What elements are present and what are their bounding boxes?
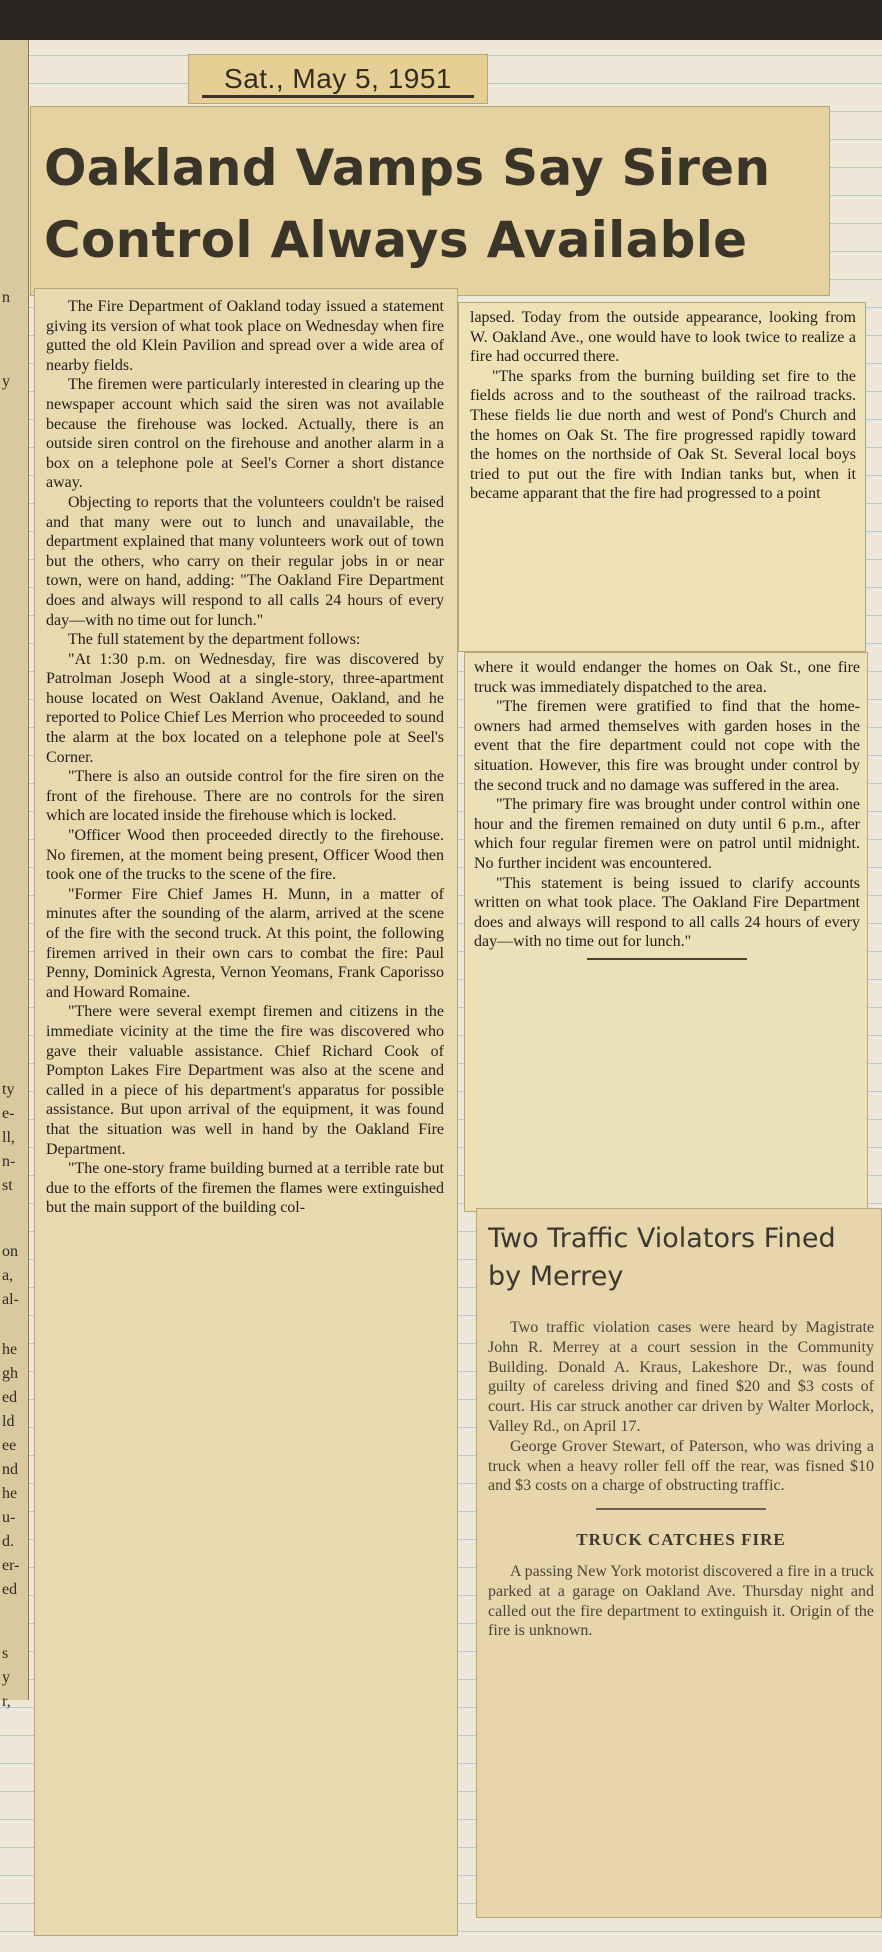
margin-fragment: ll, [2,1129,15,1146]
column-1-text [46,297,444,1218]
paragraph: "There were several exempt firemen and citizens in the immediate vicinity at the time the fire was discovered who gave their valuable assistance. Chief Richard Cook of Pompton Lakes Fire Department was also at the scene and called in a piece of his department's apparatus for possible assistance. But upon arrival of the equipment, it was found that the situation was well in hand by the Oakland Fire Department. [46,1003,444,1158]
date-clipping [188,54,488,104]
margin-fragment: s [2,1645,9,1662]
column-2-bottom-text [474,658,860,960]
margin-fragment: on [2,1243,18,1260]
margin-fragment: u- [2,1509,16,1526]
paragraph: The full statement by the department follows: [68,631,361,649]
paragraph: "The one-story frame building burned at a terrible rate but due to the efforts of the firemen the flames were extinguished but the main support of the building col- [46,1160,444,1217]
headline-line-2: Control Always Available [44,211,748,269]
paragraph: Objecting to reports that the volunteers couldn't be raised and that many were out to lunch and unavailable, the department explained that many volunteers work out of town but the others, who carry on their regular jobs in or near town, were on hand, adding: "The Oakland Fire Department does and always will respond to all calls 24 hours of every day—with no time out for lunch." [46,493,444,629]
article-column-2-bottom [464,652,868,1212]
paragraph: George Grover Stewart, of Paterson, who was driving a truck when a heavy roller fell off the rear, was fisned $10 and $3 costs on a charge of obstructing traffic. [488,1437,874,1495]
margin-fragment: he [2,1485,18,1502]
paragraph: lapsed. Today from the outside appearance, looking from W. Oakland Ave., one would have to look twice to realize a fire had occurred there. [470,309,856,366]
margin-fragment: nd [2,1461,18,1478]
article-column-2-top [458,302,866,652]
column-2-top-text [470,308,856,504]
main-headline [44,132,824,276]
margin-fragment: ed [2,1581,18,1598]
margin-fragment: e- [2,1105,15,1122]
margin-fragment: er- [2,1557,20,1574]
margin-fragment: gh [2,1365,18,1382]
traffic-article-text [488,1318,874,1641]
paragraph: "Former Fire Chief James H. Munn, in a matter of minutes after the sounding of the alarm, arrived at the scene of the fire with the second truck. At this point, the following firemen arrived in their own cars to combat the fire: Paul Penny, Dominick Agresta, Vernon Yeomans, Frank Caporisso and Howard Romaine. [46,885,444,1001]
margin-fragment: ty [2,1081,15,1098]
margin-fragment: y [2,1669,10,1686]
margin-fragment: n- [2,1153,16,1170]
paragraph: "The firemen were gratified to find that the home-owners had armed themselves with garden hoses in the event that the fire department could not cope with the situation. However, this fire was brought under control by the second truck and no damage was suffered in the area. [474,698,860,794]
paragraph: "Officer Wood then proceeded directly to the firehouse. No firemen, at the moment being present, Officer Wood then took one of the trucks to the scene of the fire. [46,827,444,884]
paragraph: "At 1:30 p.m. on Wednesday, fire was discovered by Patrolman Joseph Wood at a single-story, three-apartment house located on West Oakland Avenue, Oakland, and he reported to Police Chief Les Merrion who proceeded to sound the alarm at the box located on a telephone pole at Seel's Corner. [46,650,444,766]
paragraph: "This statement is being issued to clarify accounts written on what took place. The Oakland Fire Department does and always will respond to all calls 24 hours of every day—with no time out for lunch." [474,874,860,951]
paragraph: "The primary fire was brought under control within one hour and the firemen remained on duty until 6 p.m., after which four regular firemen were on patrol until midnight. No further incident was encountered. [474,796,860,872]
paragraph: where it would endanger the homes on Oak St., one fire truck was immediately dispatched to the area. [474,659,860,696]
date-underline [202,95,474,98]
headline-clipping [30,106,830,296]
left-margin-clipping [0,40,29,1710]
paragraph: "The sparks from the burning building set fire to the fields across and to the southeast of the railroad tracks. These fields lie due north and west of Pond's Church and the homes on Oak St. The fire progressed rapidly toward the homes on the northside of Oak St. Several local boys tried to put out the fire with Indian tanks but, when it became apparant that the fire had progressed to a point [470,367,856,503]
margin-fragment: ed [2,1389,18,1406]
page-top-edge [0,0,882,40]
paragraph: Two traffic violation cases were heard by Magistrate John R. Merrey at a court session in the Community Building. Donald A. Kraus, Lakeshore Dr., was found guilty of careless driving and fined $20 and $3 costs of court. His car struck another car driven by Walter Morlock, Valley Rd., on April 17. [488,1319,874,1435]
section-divider [596,1508,766,1510]
paragraph: A passing New York motorist discovered a fire in a truck parked at a garage on Oakland Ave. Thursday night and called out the fire department to extinguish it. Origin of the fire is unknown. [488,1562,874,1640]
margin-fragment: al- [2,1291,19,1308]
article-end-rule [587,958,747,960]
margin-fragment: he [2,1341,18,1358]
margin-fragment: ld [2,1413,15,1430]
article-column-1 [34,288,458,1936]
margin-fragment: y [2,373,10,390]
margin-fragment: a, [2,1267,14,1284]
traffic-article-clipping [476,1208,882,1918]
margin-fragment: ee [2,1437,17,1454]
margin-fragment: d. [2,1533,14,1550]
margin-fragment: r, [2,1693,11,1710]
clipping-date: Sat., May 5, 1951 [224,63,452,94]
truck-subhead: TRUCK CATCHES FIRE [576,1530,786,1550]
paragraph: The firemen were particularly interested in clearing up the newspaper account which said the siren was not available because the firehouse was locked. Actually, there is an outside siren control on the firehouse and another alarm in a box on a telephone pole at Seel's Corner a short distance away. [46,376,444,492]
paragraph: The Fire Department of Oakland today issued a statement giving its version of what took place on Wednesday when fire gutted the old Klein Pavilion and spread over a wide area of nearby fields. [46,298,444,374]
margin-fragment: st [2,1177,13,1194]
margin-fragment: n [2,289,10,306]
headline-line-1: Oakland Vamps Say Siren [44,139,771,197]
traffic-headline: Two Traffic Violators Fined by Merrey [488,1223,836,1292]
paragraph: "There is also an outside control for the fire siren on the front of the firehouse. There are no controls for the siren which are located inside the firehouse which is locked. [46,768,444,825]
